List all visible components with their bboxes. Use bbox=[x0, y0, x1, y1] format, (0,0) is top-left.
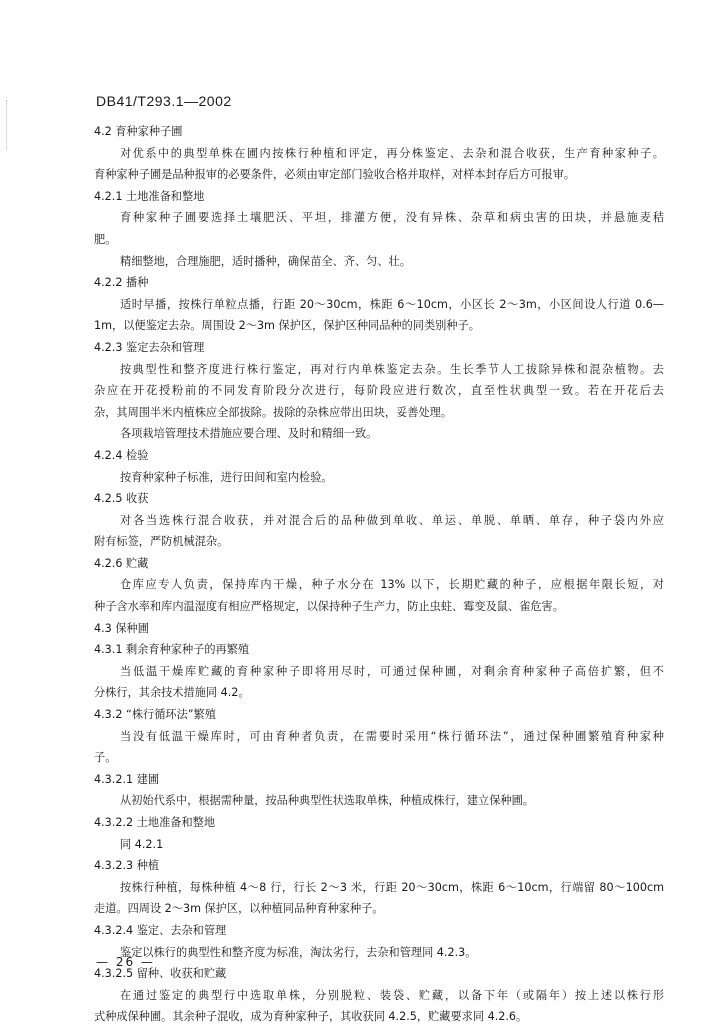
paragraph-line: 按株行种植，每株种植 4～8 行，行长 2～3 米，行距 20～30cm，株距 6～10cm，行端留 80～100cm bbox=[120, 880, 664, 894]
paragraph-line: 适时早播，按株行单粒点播，行距 20～30cm，株距 6～10cm，小区长 2～3m，小区间设人行道 0.6— bbox=[120, 297, 664, 311]
section-heading-4-3-2-5: 4.3.2.5 留种、收获和贮藏 bbox=[94, 967, 227, 981]
page-number: — 26 — bbox=[96, 955, 155, 969]
paragraph-line: 杂应在开花授粉前的不同发育阶段分次进行，每阶段应进行数次，直至性状典型一致。若在开花后去 bbox=[94, 384, 664, 398]
section-heading-4-2-6: 4.2.6 贮藏 bbox=[94, 556, 149, 570]
section-heading-4-3-2-4: 4.3.2.4 鉴定、去杂和管理 bbox=[94, 923, 227, 937]
paragraph-line: 走道。四周设 2～3m 保护区，以种植同品种育种家种子。 bbox=[94, 902, 384, 916]
section-heading-4-2-3: 4.2.3 鉴定去杂和管理 bbox=[94, 340, 205, 354]
paragraph-line: 在通过鉴定的典型行中选取单株，分别脱粒、装袋、贮藏，以备下年（或隔年）按上述以株行形 bbox=[120, 988, 664, 1002]
section-heading-4-2-5: 4.2.5 收获 bbox=[94, 492, 149, 506]
paragraph-line: 附有标签，严防机械混杂。 bbox=[94, 535, 229, 549]
section-heading-4-2: 4.2 育种家种子圃 bbox=[94, 125, 183, 138]
paragraph-line: 从初始代系中，根据需种量，按品种典型性状选取单株，种植成株行，建立保种圃。 bbox=[120, 794, 534, 808]
binding-margin-marks bbox=[6, 100, 8, 150]
paragraph-line: 精细整地，合理施肥，适时播种，确保苗全、齐、匀、壮。 bbox=[120, 254, 411, 268]
paragraph-line: 按典型性和整齐度进行株行鉴定，再对行内单株鉴定去杂。生长季节人工拔除异株和混杂植物。去 bbox=[120, 362, 664, 376]
paragraph-line: 鉴定以株行的典型性和整齐度为标准，淘汰劣行，去杂和管理同 4.2.3。 bbox=[120, 945, 477, 959]
paragraph-line: 种子含水率和库内温湿度有相应严格规定，以保持种子生产力，防止虫蛀、霉变及鼠、雀危害。 bbox=[94, 600, 564, 614]
document-id: DB41/T293.1—2002 bbox=[96, 93, 232, 109]
paragraph-line: 杂，其周围半米内植株应全部拔除。拔除的杂株应带出田块，妥善处理。 bbox=[94, 405, 453, 419]
section-heading-4-3-1: 4.3.1 剩余育种家种子的再繁殖 bbox=[94, 643, 250, 657]
section-heading-4-3: 4.3 保种圃 bbox=[94, 621, 149, 635]
paragraph-line: 对各当选株行混合收获，并对混合后的品种做到单收、单运、单脱、单晒、单存，种子袋内外应 bbox=[120, 513, 664, 527]
paragraph-line: 当低温干燥库贮藏的育种家种子即将用尽时，可通过保种圃，对剩余育种家种子高倍扩繁，但不 bbox=[120, 664, 664, 678]
section-heading-4-3-2: 4.3.2 “株行循环法”繁殖 bbox=[94, 708, 216, 722]
paragraph-line: 子。 bbox=[94, 751, 117, 765]
section-heading-4-3-2-2: 4.3.2.2 土地准备和整地 bbox=[94, 816, 216, 829]
section-heading-4-3-2-3: 4.3.2.3 种植 bbox=[94, 859, 160, 873]
paragraph-line: 肥。 bbox=[94, 232, 117, 246]
paragraph-line: 仓库应专人负责，保持库内干燥，种子水分在 13% 以下，长期贮藏的种子，应根据年限长短，对 bbox=[120, 578, 664, 592]
section-heading-4-2-2: 4.2.2 播种 bbox=[94, 276, 149, 290]
paragraph-line: 对优系中的典型单株在圃内按株行种植和评定，再分株鉴定、去杂和混合收获，生产育种家种子。 bbox=[120, 146, 664, 160]
paragraph-line: 育种家种子圃是品种报审的必要条件，必须由审定部门验收合格并取样，对样本封存后方可报审。 bbox=[94, 168, 576, 182]
paragraph-line: 分株行，其余技术措施同 4.2。 bbox=[94, 686, 250, 700]
paragraph-line: 各项栽培管理技术措施应要合理、及时和精细一致。 bbox=[120, 427, 378, 441]
document-body bbox=[94, 121, 664, 1028]
paragraph-line: 育种家种子圃要选择土壤肥沃、平坦，排灌方便，没有异株、杂草和病虫害的田块，并悬施麦秸 bbox=[120, 211, 664, 225]
paragraph-line: 1m，以便鉴定去杂。周围设 2～3m 保护区，保护区种同品种的同类别种子。 bbox=[94, 319, 480, 333]
paragraph-line: 当没有低温干燥库时，可由育种者负责，在需要时采用“株行循环法”，通过保种圃繁殖育种家种 bbox=[120, 729, 664, 743]
paragraph-line: 按育种家种子标准，进行田间和室内检验。 bbox=[120, 470, 333, 484]
section-heading-4-2-4: 4.2.4 检验 bbox=[94, 448, 149, 462]
section-heading-4-3-2-1: 4.3.2.1 建圃 bbox=[94, 772, 160, 786]
section-heading-4-2-1: 4.2.1 土地准备和整地 bbox=[94, 189, 205, 203]
paragraph-line: 同 4.2.1 bbox=[120, 837, 164, 851]
paragraph-line: 式种成保种圃。其余种子混收，成为育种家种子，其收获同 4.2.5，贮藏要求同 4.2.6。 bbox=[94, 1010, 528, 1024]
